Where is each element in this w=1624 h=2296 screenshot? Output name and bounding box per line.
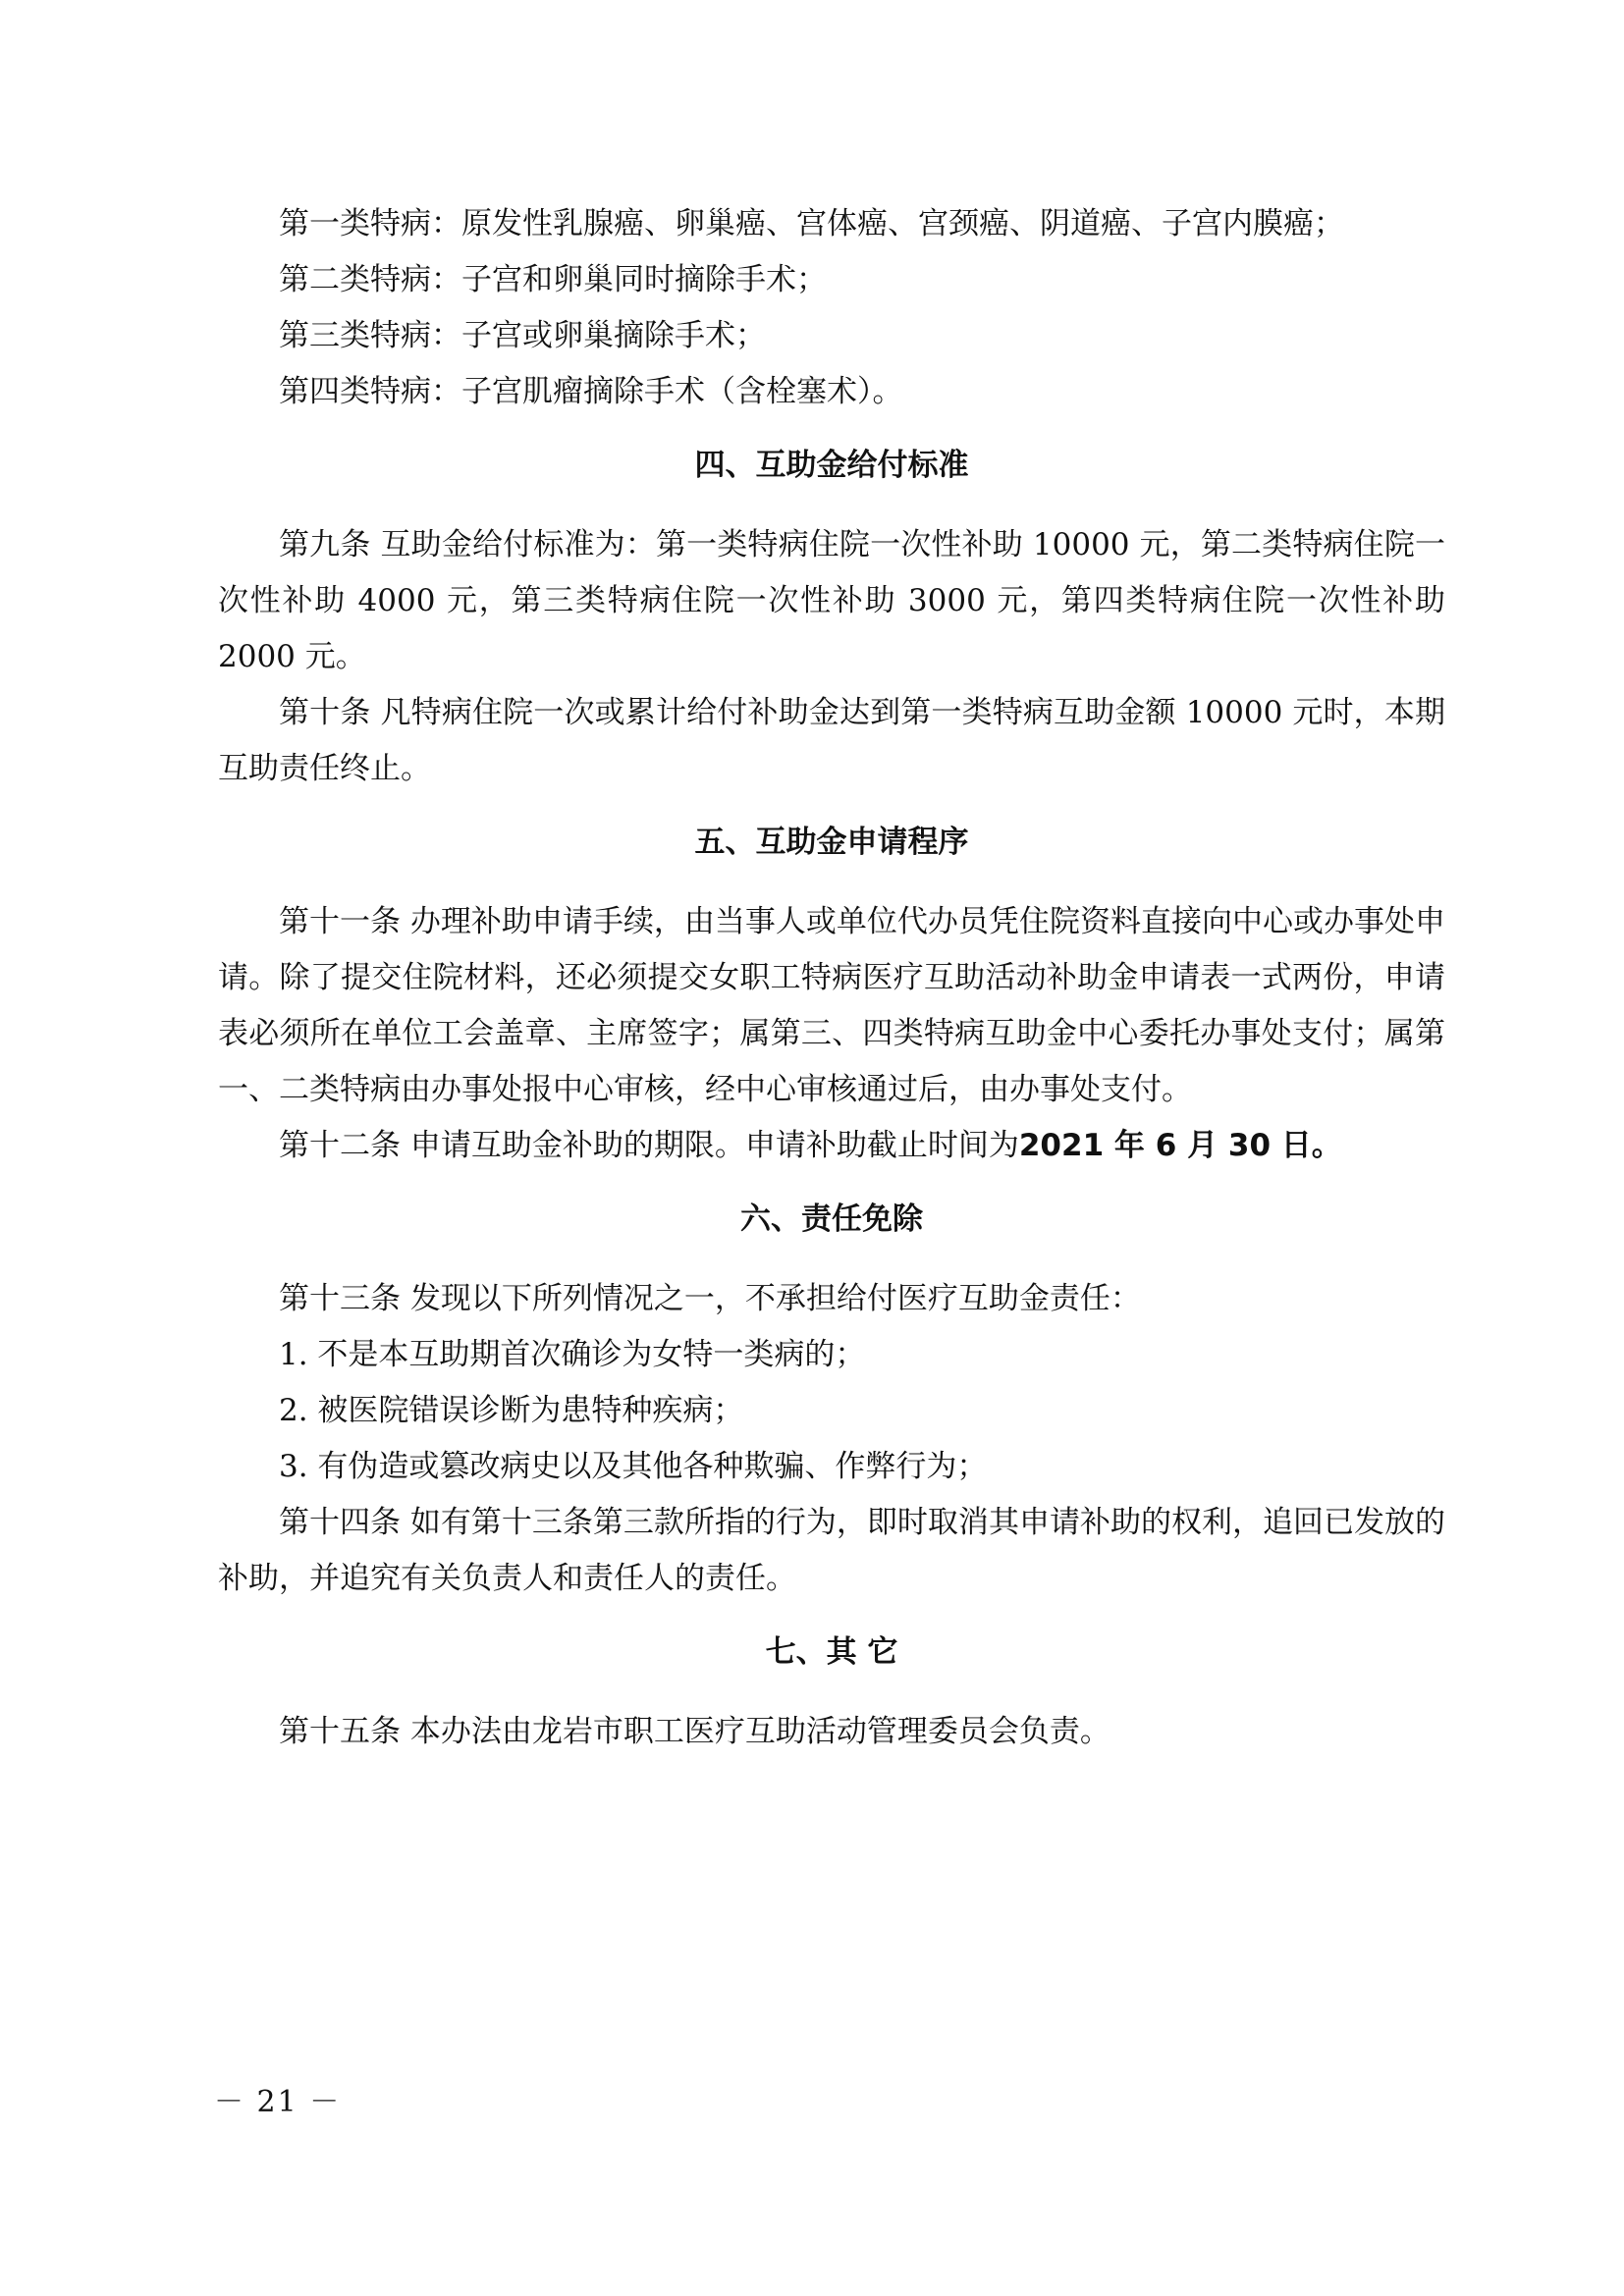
section-7-heading: 七、其 它 [765,1634,898,1670]
exclusion-item-3: 3. 有伪造或篡改病史以及其他各种欺骗、作弊行为； [279,1449,988,1484]
article-13: 第十三条 发现以下所列情况之一，不承担给付医疗互助金责任： [279,1281,1141,1316]
category-2: 第二类特病：子宫和卵巢同时摘除手术； [279,262,827,297]
article-15: 第十五条 本办法由龙岩市职工医疗互助活动管理委员会负责。 [279,1714,1110,1749]
section-6-heading: 六、责任免除 [740,1201,923,1237]
category-3: 第三类特病：子宫或卵巢摘除手术； [279,318,766,353]
article-11: 第十一条 办理补助申请手续，由当事人或单位代办员凭住院资料直接向中心或办事处申请。除了提交住院材料，还必须提交女职工特病医疗互助活动补助金申请表一式两份，申请表必须所在单位工会盖章、主席签字；属第三、四类特病互助金中心委托办事处支付；属第一、二类特病由办事处报中心审核，经中心审核通过后，由办事处支付。 [218,904,1445,1107]
page-number: － 21 － [214,2085,342,2119]
section-4-heading: 四、互助金给付标准 [694,448,969,483]
article-14: 第十四条 如有第十三条第三款所指的行为，即时取消其申请补助的权利，追回已发放的补助，并追究有关负责人和责任人的责任。 [218,1505,1445,1596]
article-12-deadline: 2021 年 6 月 30 日。 [1018,1128,1342,1163]
exclusion-item-2: 2. 被医院错误诊断为患特种疾病； [279,1393,744,1428]
article-12 [218,1118,1445,1174]
section-5-heading: 五、互助金申请程序 [694,825,969,860]
article-10: 第十条 凡特病住院一次或累计给付补助金达到第一类特病互助金额 10000 元时，本期互助责任终止。 [218,695,1445,786]
article-9: 第九条 互助金给付标准为：第一类特病住院一次性补助 10000 元，第二类特病住院一次性补助 4000 元，第三类特病住院一次性补助 3000 元，第四类特病住院一次性补助 2000 元。 [218,527,1445,674]
exclusion-item-1: 1. 不是本互助期首次确诊为女特一类病的； [279,1337,866,1372]
article-12-text: 第十二条 申请互助金补助的期限。申请补助截止时间为 [279,1128,1019,1163]
document-body [218,196,1445,1760]
category-4: 第四类特病：子宫肌瘤摘除手术（含栓塞术）。 [279,374,903,409]
category-1: 第一类特病：原发性乳腺癌、卵巢癌、宫体癌、宫颈癌、阴道癌、子宫内膜癌； [279,206,1344,241]
